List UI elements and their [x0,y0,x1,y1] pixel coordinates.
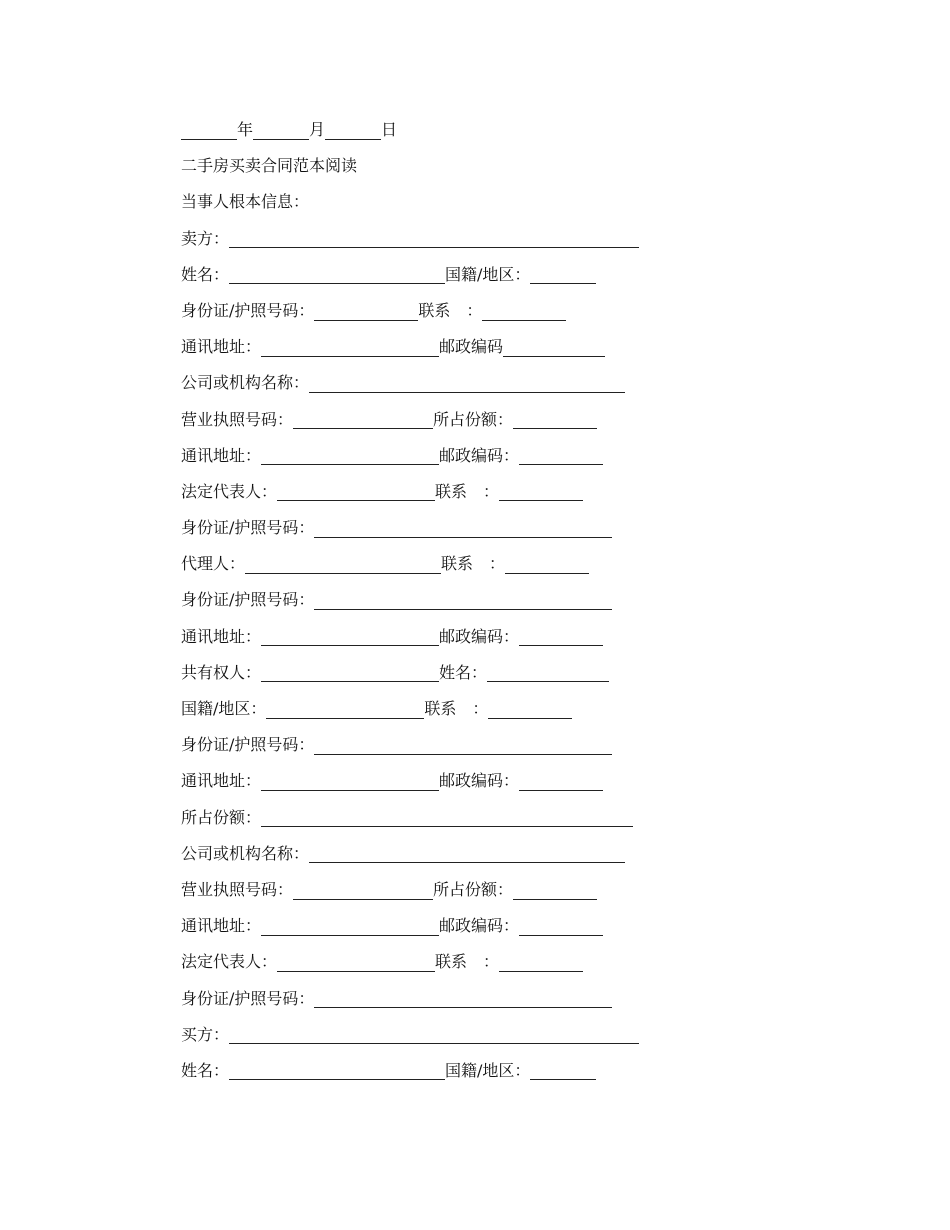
field-label: 联系 ： [435,952,500,972]
fill-in-blank[interactable] [261,625,439,646]
field-label: 通讯地址： [181,771,262,791]
fill-in-blank[interactable] [519,444,603,465]
field-label: 身份证/护照号码： [181,300,315,320]
fill-in-blank[interactable] [314,300,418,321]
field-label: 通讯地址： [181,916,262,936]
fill-in-blank[interactable] [314,987,612,1008]
month-blank[interactable] [253,119,309,140]
form-line [181,908,651,944]
form-line [181,582,651,618]
fill-in-blank[interactable] [229,263,445,284]
field-label: 代理人： [181,554,246,574]
form-line [181,257,651,293]
form-line [181,546,651,582]
field-label: 邮政编码： [439,771,520,791]
day-blank[interactable] [325,119,381,140]
field-label: 共有权人： [181,662,262,682]
fill-in-blank[interactable] [530,1059,596,1080]
form-line [181,836,651,872]
field-label: 所占份额： [181,807,262,827]
fill-in-blank[interactable] [277,480,435,501]
field-label: 营业执照号码： [181,879,294,899]
field-label: 身份证/护照号码： [181,518,315,538]
fill-in-blank[interactable] [261,915,439,936]
field-label: 姓名： [181,264,230,284]
field-label: 邮政编码： [439,445,520,465]
fill-in-blank[interactable] [266,698,424,719]
field-label: 通讯地址： [181,337,262,357]
field-label: 通讯地址： [181,626,262,646]
form-line [181,1017,651,1053]
form-line [181,510,651,546]
field-label: 买方： [181,1024,230,1044]
form-line [181,800,651,836]
fill-in-blank[interactable] [261,806,633,827]
fill-in-blank[interactable] [261,444,439,465]
field-label: 联系 ： [424,699,489,718]
form-line [181,329,651,365]
form-line [181,293,651,329]
fill-in-blank[interactable] [309,842,625,863]
field-label: 国籍/地区： [181,699,267,718]
form-line [181,655,651,691]
field-label: 联系 ： [418,300,483,320]
field-label: 国籍/地区： [445,1060,531,1080]
form-line [181,727,651,763]
field-label: 法定代表人： [181,481,278,501]
section-heading: 当事人根本信息： [181,192,310,212]
fill-in-blank[interactable] [261,770,439,791]
fill-in-blank[interactable] [513,879,597,900]
fill-in-blank[interactable] [314,734,612,755]
fill-in-blank[interactable] [261,336,439,357]
field-label: 身份证/护照号码： [181,590,315,610]
fill-in-blank[interactable] [229,1059,445,1080]
form-line [181,981,651,1017]
form-line [181,872,651,908]
field-label: 联系 ： [435,481,500,501]
fill-in-blank[interactable] [314,589,612,610]
field-label: 法定代表人： [181,952,278,972]
contract-page [181,112,651,1089]
form-line [181,221,651,257]
field-label: 姓名： [439,662,488,682]
form-line [181,1053,651,1089]
month-label: 月 [309,120,326,139]
field-label: 卖方： [181,228,230,248]
fill-in-blank[interactable] [503,336,605,357]
year-blank[interactable] [181,119,237,140]
form-line [181,402,651,438]
field-label: 身份证/护照号码： [181,735,315,755]
year-label: 年 [237,120,254,139]
field-label: 联系 ： [441,554,506,574]
fill-in-blank[interactable] [293,879,433,900]
field-label: 所占份额： [433,409,514,429]
field-label: 通讯地址： [181,445,262,465]
form-line [181,763,651,799]
fill-in-blank[interactable] [261,661,439,682]
fill-in-blank[interactable] [309,372,625,393]
field-label: 公司或机构名称： [181,373,310,393]
fill-in-blank[interactable] [530,263,596,284]
fill-in-blank[interactable] [499,951,583,972]
field-label: 所占份额： [433,879,514,899]
fill-in-blank[interactable] [277,951,435,972]
field-label: 邮政编码： [439,626,520,646]
fill-in-blank[interactable] [487,661,609,682]
fill-in-blank[interactable] [229,227,639,248]
fill-in-blank[interactable] [519,770,603,791]
fill-in-blank[interactable] [482,300,566,321]
fill-in-blank[interactable] [499,480,583,501]
field-label: 姓名： [181,1060,230,1080]
form-line [181,691,651,727]
fill-in-blank[interactable] [293,408,433,429]
document-title: 二手房买卖合同范本阅读 [181,156,358,176]
fill-in-blank[interactable] [245,553,441,574]
fill-in-blank[interactable] [229,1023,639,1044]
field-label: 营业执照号码： [181,409,294,429]
date-line [181,112,651,148]
field-label: 邮政编码 [439,337,504,357]
fill-in-blank[interactable] [519,625,603,646]
day-label: 日 [381,120,398,139]
form-lines [181,221,651,1090]
fill-in-blank[interactable] [519,915,603,936]
form-line [181,944,651,980]
field-label: 邮政编码： [439,916,520,936]
form-line [181,365,651,401]
field-label: 国籍/地区： [445,264,531,284]
form-line [181,438,651,474]
fill-in-blank[interactable] [488,698,572,719]
form-line [181,619,651,655]
fill-in-blank[interactable] [513,408,597,429]
field-label: 公司或机构名称： [181,843,310,863]
fill-in-blank[interactable] [314,517,612,538]
fill-in-blank[interactable] [505,553,589,574]
field-label: 身份证/护照号码： [181,988,315,1008]
form-line [181,474,651,510]
